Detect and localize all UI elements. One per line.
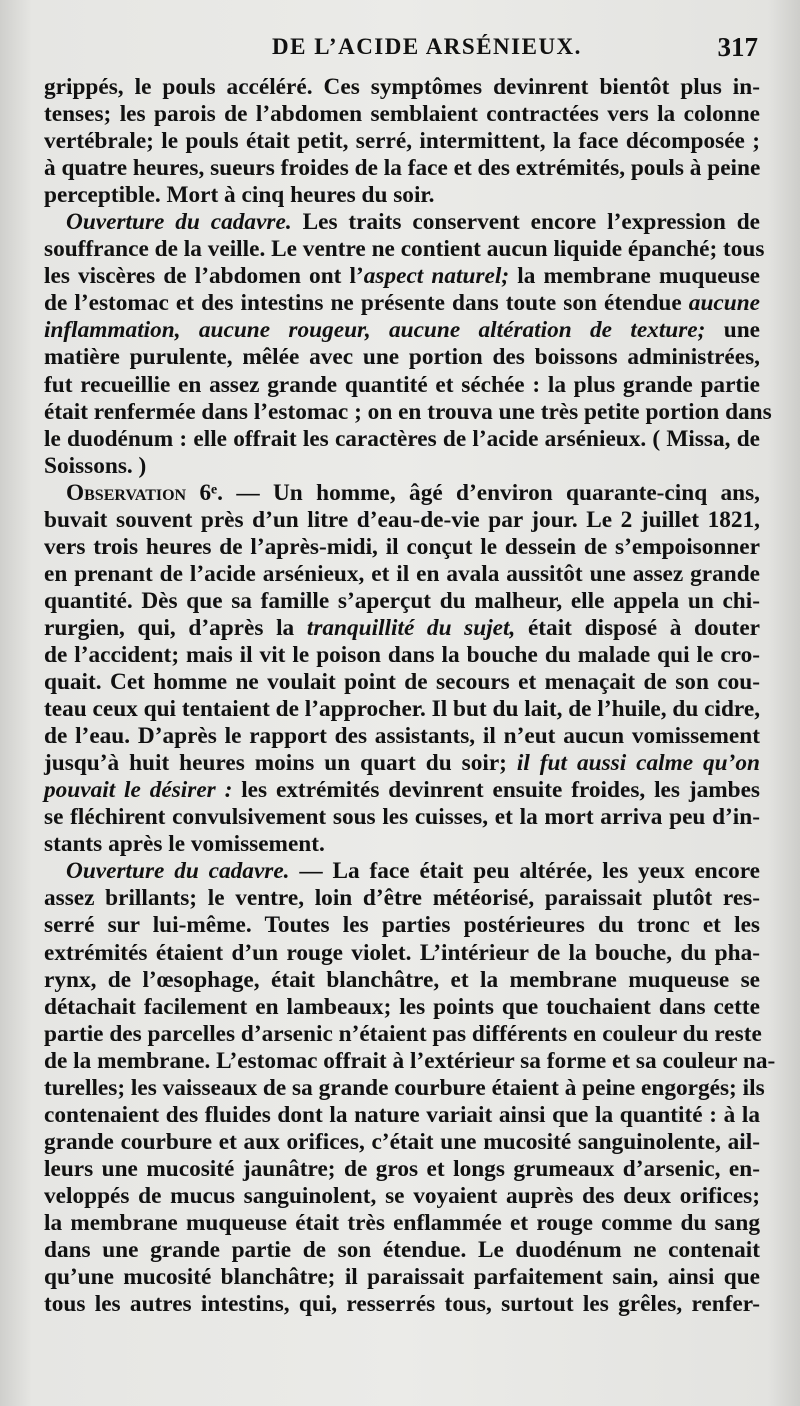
text-line <box>44 588 760 615</box>
text-line <box>44 344 760 371</box>
text-segment: de l’accident; mais il vit le poison dans la bouche du malade qui le cro- <box>44 641 760 668</box>
text-line <box>44 1074 765 1102</box>
text-line <box>44 372 760 399</box>
text-segment: buvait souvent près d’un litre d’eau-de-vie par jour. Le 2 juillet 1821, <box>44 506 760 533</box>
text-line <box>44 1156 760 1183</box>
text-line <box>44 155 760 182</box>
text-segment: tenses; les parois de l’abdomen semblaient contractées vers la colonne <box>44 101 760 128</box>
text-line <box>44 1102 760 1129</box>
text-segment: les viscères de l’abdomen ont l’ <box>44 263 364 290</box>
text-segment: Les traits conservent encore l’expression de <box>291 209 760 236</box>
text-line <box>44 1210 760 1237</box>
text-line <box>44 209 760 236</box>
text-line <box>44 804 760 831</box>
italic-text: aspect naturel; <box>363 263 510 290</box>
text-line <box>44 236 765 263</box>
text-segment: jusqu’à huit heures moins un quart du soir; <box>44 750 517 777</box>
text-segment: partie des parcelles d’arsenic n’étaient pas différents en couleur du reste <box>44 1020 762 1047</box>
text-line <box>44 1264 760 1291</box>
italic-text: Ouverture du cadavre. <box>66 858 290 885</box>
text-line <box>44 750 760 777</box>
text-segment: rurgien, qui, d’après la <box>44 614 307 641</box>
text-line <box>44 507 760 534</box>
italic-text: Ouverture du cadavre. <box>66 209 292 236</box>
text-segment: contenaient des fluides dont la nature variait ainsi que la quantité : à la <box>44 1101 760 1128</box>
text-segment: la membrane muqueuse était très enflammée et rouge comme du sang <box>44 1209 760 1236</box>
text-segment: extrémités étaient d’un rouge violet. L’intérieur de la bouche, du pha- <box>44 939 760 966</box>
text-segment: était disposé à douter <box>515 614 760 641</box>
text-line <box>44 994 760 1021</box>
text-segment: teau ceux qui tentaient de l’approcher. Il but du lait, de l’huile, du cidre, <box>44 696 761 723</box>
text-segment: en prenant de l’acide arsénieux, et il en avala aussitôt une assez grande <box>44 560 760 587</box>
text-segment: 6ᵉ. — Un homme, âgé d’environ quarante-cinq ans, <box>186 479 760 506</box>
text-segment: Soissons. ) <box>44 452 147 479</box>
text-segment: stants après le vomissement. <box>44 831 325 858</box>
text-line <box>44 885 760 912</box>
text-segment: quantité. Dès que sa famille s’aperçut du malheur, elle appela un chi- <box>44 587 760 614</box>
text-line <box>44 534 760 561</box>
italic-text: pouvait le désirer : <box>44 777 233 804</box>
text-segment: de la membrane. L’estomac offrait à l’extérieur sa forme et sa couleur na- <box>44 1047 776 1074</box>
text-line <box>44 74 760 101</box>
text-segment: dans une grande partie de son étendue. Le duodénum ne contenait <box>44 1237 760 1264</box>
text-segment: vers trois heures de l’après-midi, il conçut le dessein de s’empoisonner <box>44 533 760 560</box>
text-line <box>44 912 760 939</box>
text-line <box>44 1047 776 1075</box>
text-segment: — La face était peu altérée, les yeux encore <box>289 858 760 885</box>
text-segment: leurs une mucosité jaunâtre; de gros et longs grumeaux d’arsenic, en- <box>44 1155 760 1182</box>
text-segment: turelles; les vaisseaux de sa grande courbure étaient à peine engorgés; ils <box>44 1074 765 1101</box>
text-segment: matière purulente, mêlée avec une portion des boissons administrées, <box>44 344 760 371</box>
running-title: DE L’ACIDE ARSÉNIEUX. <box>272 34 582 59</box>
text-segment: assez brillants; le ventre, loin d’être météorisé, paraissait plutôt res- <box>44 885 760 912</box>
text-line <box>44 561 760 588</box>
page-header <box>44 34 758 68</box>
text-line <box>44 615 760 642</box>
text-line <box>44 669 760 696</box>
text-line <box>44 290 760 317</box>
text-segment: rynx, de l’œsophage, était blanchâtre, et la membrane muqueuse se <box>44 966 760 993</box>
body-text <box>44 74 776 1318</box>
text-segment: le duodénum : elle offrait les caractères de l’acide arsénieux. ( Missa, de <box>44 425 760 452</box>
text-line <box>44 831 760 858</box>
text-segment: grippés, le pouls accéléré. Ces symptômes devinrent bientôt plus in- <box>44 74 760 100</box>
text-line <box>44 1237 760 1264</box>
text-segment: serré sur lui-même. Toutes les parties postérieures du tronc et les <box>44 912 760 939</box>
text-line <box>44 1291 760 1318</box>
text-line <box>44 1021 760 1048</box>
text-segment: les extrémités devinrent ensuite froides, les jambes <box>232 777 760 804</box>
text-line <box>44 182 760 209</box>
text-segment: perceptible. Mort à cinq heures du soir. <box>44 182 435 209</box>
text-segment: grande courbure et aux orifices, c’était une mucosité sanguinolente, ail- <box>44 1128 760 1155</box>
text-line <box>44 426 760 453</box>
text-segment: à quatre heures, sueurs froides de la face et des extrémités, pouls à peine <box>44 155 761 182</box>
text-segment: était renfermée dans l’estomac ; on en trouva une très petite portion dans <box>44 398 772 425</box>
text-line <box>44 480 760 507</box>
text-segment: vertébrale; le pouls était petit, serré, intermittent, la face décomposée ; <box>44 128 760 155</box>
text-line <box>44 398 772 426</box>
text-line <box>44 642 760 669</box>
text-segment: de l’eau. D’après le rapport des assistants, il n’eut aucun vomissement <box>44 723 760 750</box>
text-line <box>44 128 760 155</box>
italic-text: inflammation, aucune rougeur, aucune altération de texture; <box>44 317 706 344</box>
text-segment: de l’estomac et des intestins ne présente dans toute son étendue <box>44 290 689 317</box>
text-line <box>44 858 760 885</box>
text-segment: se fléchirent convulsivement sous les cuisses, et la mort arriva peu d’in- <box>44 804 760 831</box>
text-line <box>44 940 760 967</box>
text-segment: détachait facilement en lambeaux; les points que touchaient dans cette <box>44 993 760 1020</box>
text-line <box>44 777 760 804</box>
italic-text: tranquillité du sujet, <box>306 614 516 641</box>
text-line <box>44 263 760 290</box>
italic-text: il fut aussi calme qu’on <box>516 750 760 777</box>
text-segment: la membrane muqueuse <box>509 263 760 290</box>
text-segment: tous les autres intestins, qui, resserrés tous, surtout les grêles, renfer- <box>44 1291 760 1318</box>
text-line <box>44 1129 760 1156</box>
page-number: 317 <box>717 32 758 62</box>
text-line <box>44 723 760 750</box>
text-line <box>44 453 760 480</box>
text-line <box>44 317 760 344</box>
text-line <box>44 967 760 994</box>
text-segment: fut recueillie en assez grande quantité et séchée : la plus grande partie <box>44 371 760 398</box>
text-line <box>44 1183 760 1210</box>
italic-text: aucune <box>688 290 760 317</box>
text-segment: quait. Cet homme ne voulait point de secours et menaçait de son cou- <box>44 669 760 696</box>
text-segment: souffrance de la veille. Le ventre ne contient aucun liquide épanché; tous <box>44 236 765 263</box>
text-segment: veloppés de mucus sanguinolent, se voyaient auprès des deux orifices; <box>44 1182 760 1209</box>
text-segment: une <box>705 317 761 344</box>
text-line <box>44 101 760 128</box>
text-segment: qu’une mucosité blanchâtre; il paraissait parfaitement sain, ainsi que <box>44 1264 760 1291</box>
text-line <box>44 696 760 723</box>
small-caps-text: Observation <box>66 479 187 506</box>
